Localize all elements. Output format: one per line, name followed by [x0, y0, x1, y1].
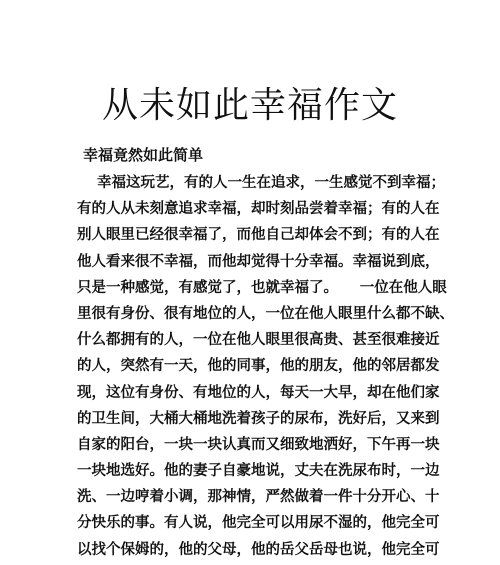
body-line: 他人看来很不幸福，而他却觉得十分幸福。幸福说到底，: [77, 252, 440, 270]
body-line: 什么都拥有的人，一位在他人眼里很高贵、甚至很难接近: [77, 331, 440, 349]
body-line: 以找个保姆的，他的父母，他的岳父岳母也说，他完全可: [77, 540, 440, 558]
body-line: 一块地选好。他的妻子自豪地说，丈夫在洗尿布时，一边: [77, 462, 440, 480]
body-line: 只是一种感觉，有感觉了，也就幸福了。 一位在他人眼: [77, 278, 447, 296]
body-line: 别人眼里已经很幸福了，而他自己却体会不到；有的人在: [77, 226, 440, 244]
document-subtitle: 幸福竟然如此简单: [83, 146, 204, 164]
body-line: 的人，突然有一天，他的同事，他的朋友，他的邻居都发: [77, 357, 440, 375]
body-line: 自家的阳台，一块一块认真而又细致地洒好，下午再一块: [77, 435, 440, 453]
document-title: 从未如此幸福作文: [101, 85, 398, 126]
body-line: 洗、一边哼着小调，那神情，严然做着一件十分开心、十: [77, 488, 440, 506]
body-line: 分快乐的事。有人说，他完全可以用尿不湿的，他完全可: [77, 514, 440, 532]
body-line: 幸福这玩艺，有的人一生在追求，一生感觉不到幸福；: [97, 174, 445, 191]
document-body: [77, 170, 454, 563]
body-line: 里很有身份、很有地位的人，一位在他人眼里什么都不缺、: [77, 304, 454, 322]
body-line: 现，这位有身份、有地位的人，每天一大早，却在他们家: [77, 383, 440, 401]
body-line: 有的人从未刻意追求幸福，却时刻品尝着幸福；有的人在: [77, 200, 440, 218]
body-line: 的卫生间，大桶大桶地洗着孩子的尿布，洗好后，又来到: [77, 409, 440, 427]
